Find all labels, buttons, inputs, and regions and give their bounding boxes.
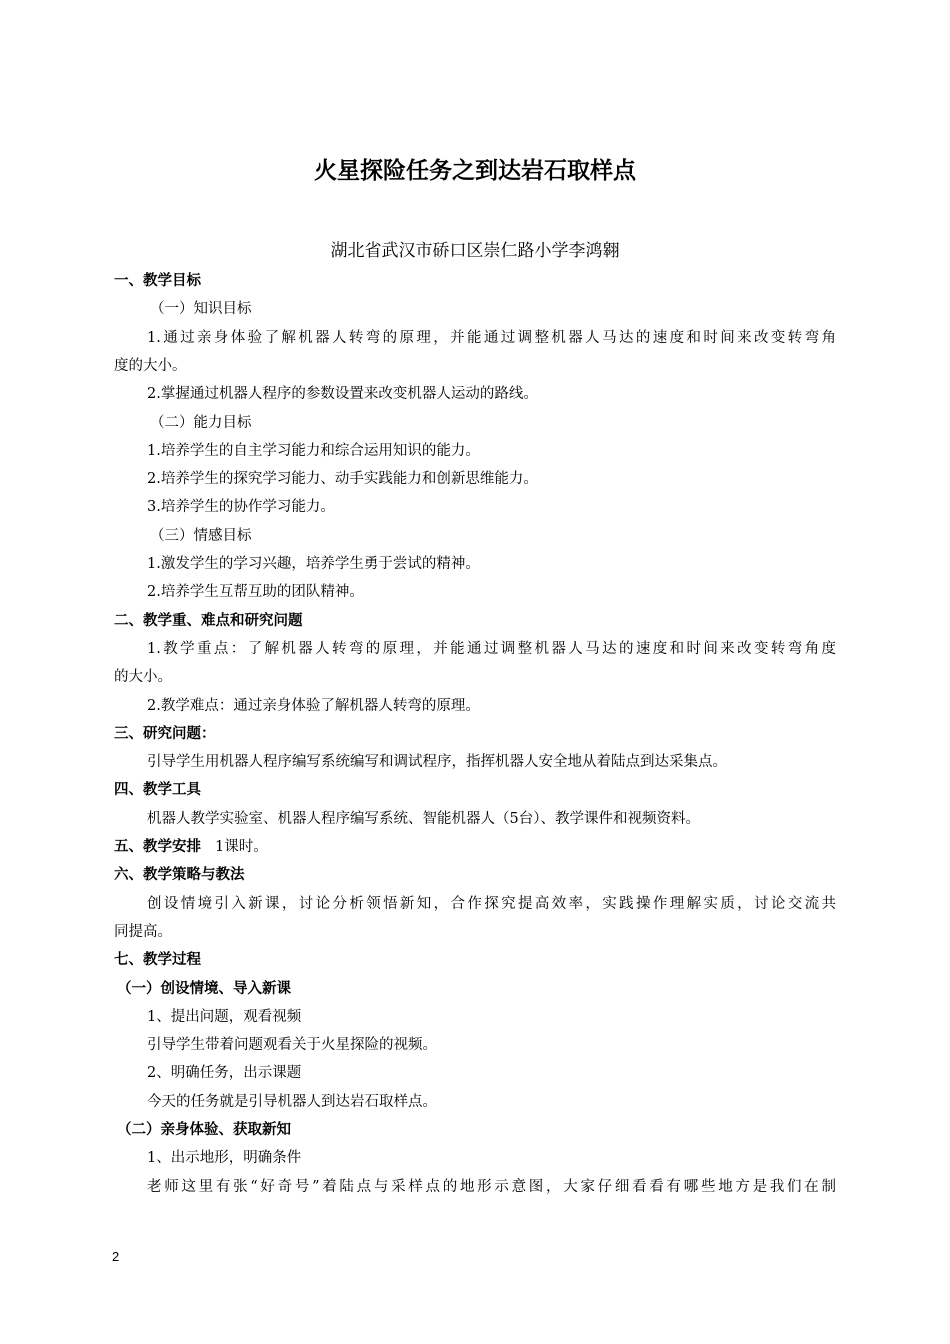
line-text: 六、教学策略与教法	[114, 867, 245, 884]
paragraph-line	[147, 493, 335, 521]
paragraph-line	[147, 1173, 836, 1201]
line-text: 1、出示地形，明确条件	[147, 1150, 302, 1167]
section-heading	[114, 776, 201, 804]
paragraph-line	[147, 550, 480, 578]
paragraph-line	[147, 437, 480, 465]
line-text: 2.掌握通过机器人程序的参数设置来改变机器人运动的路线。	[147, 386, 538, 403]
paragraph-line	[114, 663, 172, 691]
line-text: 的大小。	[114, 669, 172, 686]
objective-subheading	[150, 409, 252, 437]
paragraph-line	[147, 1144, 301, 1172]
line-text: （二）能力目标	[150, 414, 252, 431]
paragraph-line	[147, 805, 700, 833]
paragraph-line	[147, 324, 836, 352]
line-text: 老师这里有张“好奇号”着陆点与采样点的地形示意图，大家仔细看看有哪些地方是我们在制	[147, 1178, 836, 1195]
section-heading	[114, 861, 245, 889]
paragraph-line	[147, 1031, 437, 1059]
page-number: 2	[112, 1249, 120, 1264]
line-text: 引导学生用机器人程序编写系统编写和调试程序，指挥机器人安全地从着陆点到达采集点。	[147, 754, 727, 771]
line-text: 引导学生带着问题观看关于火星探险的视频。	[147, 1037, 437, 1054]
paragraph-line	[147, 1059, 301, 1087]
paragraph-line	[114, 352, 187, 380]
section-heading	[114, 720, 216, 748]
line-text: 2、明确任务，出示课题	[147, 1065, 302, 1082]
line-text: 创设情境引入新课，讨论分析领悟新知，合作探究提高效率，实践操作理解实质，讨论交流共	[147, 895, 836, 912]
line-text: 度的大小。	[114, 357, 187, 374]
document-author: 湖北省武汉市硚口区崇仁路小学李鸿翱	[330, 241, 620, 261]
document-title: 火星探险任务之到达岩石取样点	[314, 158, 636, 184]
objective-subheading	[150, 295, 252, 323]
paragraph-line	[147, 465, 538, 493]
line-text: 五、教学安排	[114, 839, 201, 855]
line-text: 1.培养学生的自主学习能力和综合运用知识的能力。	[147, 442, 480, 459]
paragraph-line	[114, 918, 172, 946]
line-text: （一）创设情境、导入新课	[117, 980, 291, 997]
paragraph-line	[147, 380, 538, 408]
line-text: 今天的任务就是引导机器人到达岩石取样点。	[147, 1093, 437, 1110]
line-text: 机器人教学实验室、机器人程序编写系统、智能机器人（5台）、教学课件和视频资料。	[147, 810, 700, 827]
line-suffix: 1课时。	[215, 839, 268, 855]
paragraph-line	[147, 578, 364, 606]
line-text: （一）知识目标	[150, 301, 252, 318]
line-text: 1.通过亲身体验了解机器人转弯的原理，并能通过调整机器人马达的速度和时间来改变转弯角	[147, 329, 836, 346]
line-text: 2.教学难点：通过亲身体验了解机器人转弯的原理。	[147, 697, 480, 714]
line-text: 1、提出问题，观看视频	[147, 1008, 302, 1025]
line-text: 七、教学过程	[114, 952, 201, 969]
line-text: 同提高。	[114, 923, 172, 940]
paragraph-line	[147, 890, 836, 918]
line-text: 1.激发学生的学习兴趣，培养学生勇于尝试的精神。	[147, 556, 480, 572]
paragraph-line	[147, 748, 727, 776]
objective-subheading	[150, 522, 252, 550]
section-heading	[114, 267, 201, 295]
section-heading	[114, 833, 268, 861]
line-text: 2.培养学生的探究学习能力、动手实践能力和创新思维能力。	[147, 471, 538, 488]
line-text: （三）情感目标	[150, 527, 252, 544]
paragraph-line	[147, 1003, 301, 1031]
paragraph-line	[147, 1088, 437, 1116]
line-text: 一、教学目标	[114, 273, 201, 289]
subsection-heading	[117, 975, 291, 1003]
paragraph-line	[147, 635, 836, 663]
line-text: 三、研究问题：	[114, 725, 216, 742]
line-text: 3.培养学生的协作学习能力。	[147, 499, 335, 516]
line-text: （二）亲身体验、获取新知	[117, 1122, 291, 1138]
line-text: 二、教学重、难点和研究问题	[114, 612, 303, 629]
section-heading	[114, 946, 201, 974]
subsection-heading	[117, 1116, 291, 1144]
paragraph-line	[147, 692, 480, 720]
section-heading	[114, 607, 303, 635]
line-text: 四、教学工具	[114, 782, 201, 799]
line-text: 1.教学重点：了解机器人转弯的原理，并能通过调整机器人马达的速度和时间来改变转弯角度	[147, 640, 836, 657]
line-text: 2.培养学生互帮互助的团队精神。	[147, 584, 364, 601]
